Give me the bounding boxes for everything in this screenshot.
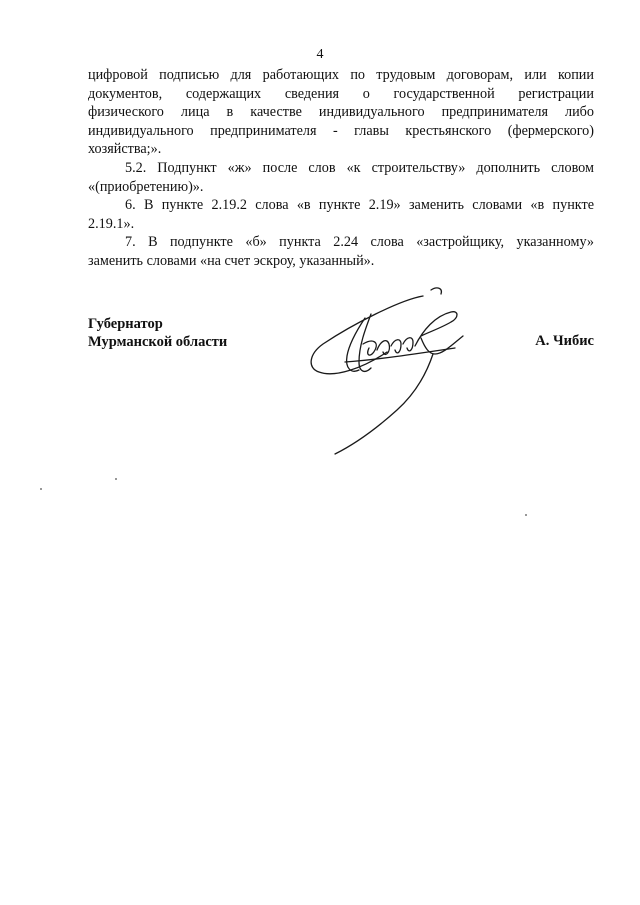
text-line: «(приобретению)». [88,178,204,195]
text-line: документов, содержащих сведения о государственной регистрации [88,85,594,102]
text-line: хозяйства;». [88,141,162,158]
text-line: индивидуального предпринимателя - главы крестьянского (фермерского) [88,122,594,139]
scan-speck [115,478,117,480]
scan-speck [525,514,527,516]
handwritten-signature [305,282,485,462]
paragraph-continuation [88,66,594,159]
text-line: 2.19.1». [88,215,135,232]
text-line: 7. В подпункте «б» пункта 2.24 слова «застройщику, указанному» [125,234,594,251]
position-line: Губернатор [88,316,163,332]
page-number: 4 [316,47,324,62]
text-line: цифровой подписью для работающих по трудовым договорам, или копии [88,67,594,83]
text-line: 5.2. Подпункт «ж» после слов «к строительству» дополнить словом [125,159,594,176]
paragraph-item-5-2 [88,159,594,196]
text-line: 6. В пункте 2.19.2 слова «в пункте 2.19» заменить словами «в пункте [125,197,594,214]
document-body [88,66,594,271]
paragraph-item-7 [88,233,594,270]
signatory-name: А. Чибис [535,333,594,349]
text-line: физического лица в качестве индивидуального предпринимателя либо [88,104,594,121]
paragraph-item-6 [88,196,594,233]
signatory-position [88,315,227,351]
scan-speck [40,488,42,490]
text-line: заменить словами «на счет эскроу, указанный». [88,252,375,269]
position-line: Мурманской области [88,334,228,350]
